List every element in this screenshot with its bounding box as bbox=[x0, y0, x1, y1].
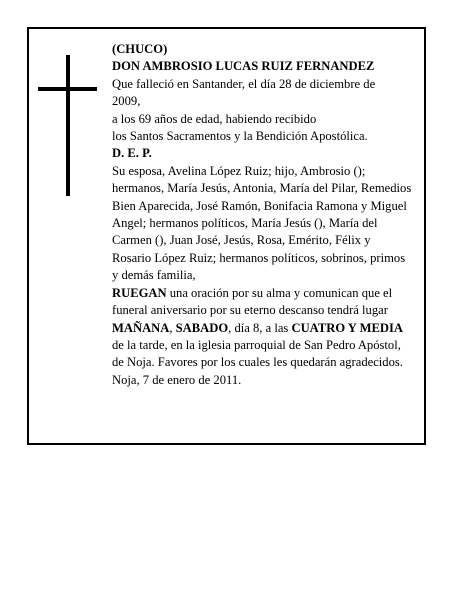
comma: , bbox=[169, 320, 176, 335]
hour-label: CUATRO Y MEDIA bbox=[291, 320, 403, 335]
closing-text: de la tarde, en la iglesia parroquial de San Pedro Apóstol, de Noja. Favores por los cuales les quedarán agradecidos. bbox=[112, 337, 403, 370]
death-line-2: 2009, bbox=[112, 94, 141, 109]
ruegan-label: RUEGAN bbox=[112, 285, 167, 300]
day-text: , día 8, a las bbox=[228, 320, 292, 335]
manana-label: MAÑANA bbox=[112, 320, 170, 335]
cross-icon-arm bbox=[38, 87, 97, 91]
sacraments-line: los Santos Sacramentos y la Bendición Apostólica. bbox=[112, 129, 368, 144]
nickname: (CHUCO) bbox=[112, 42, 168, 56]
place-date: Noja, 7 de enero de 2011. bbox=[112, 372, 242, 387]
deceased-name: DON AMBROSIO LUCAS RUIZ FERNANDEZ bbox=[112, 59, 375, 74]
death-line-1: Que falleció en Santander, el día 28 de diciembre de bbox=[112, 76, 376, 91]
dep-line: D. E. P. bbox=[112, 146, 152, 161]
obituary-text bbox=[112, 41, 412, 389]
sabado-label: SABADO bbox=[175, 320, 229, 335]
family-paragraph: Su esposa, Avelina López Ruiz; hijo, Ambrosio (); hermanos, María Jesús, Antonia, María del Pilar, Remedios Bien Aparecida, José Ramón, Bonifacia Ramona y Miguel Angel; hermanos políticos, María Jesús (), María del Carmen (), Juan José, Jesús, Rosa, Emérito, Félix y Rosario López Ruiz; hermanos políticos, sobrinos, primos y demás familia, bbox=[112, 163, 412, 283]
request-text: una oración por su alma y comunican que el funeral aniversario por su eterno descanso tendrá lugar bbox=[112, 285, 393, 318]
age-line: a los 69 años de edad, habiendo recibido bbox=[112, 111, 317, 126]
request-paragraph bbox=[112, 285, 412, 372]
cross-icon bbox=[66, 55, 70, 196]
